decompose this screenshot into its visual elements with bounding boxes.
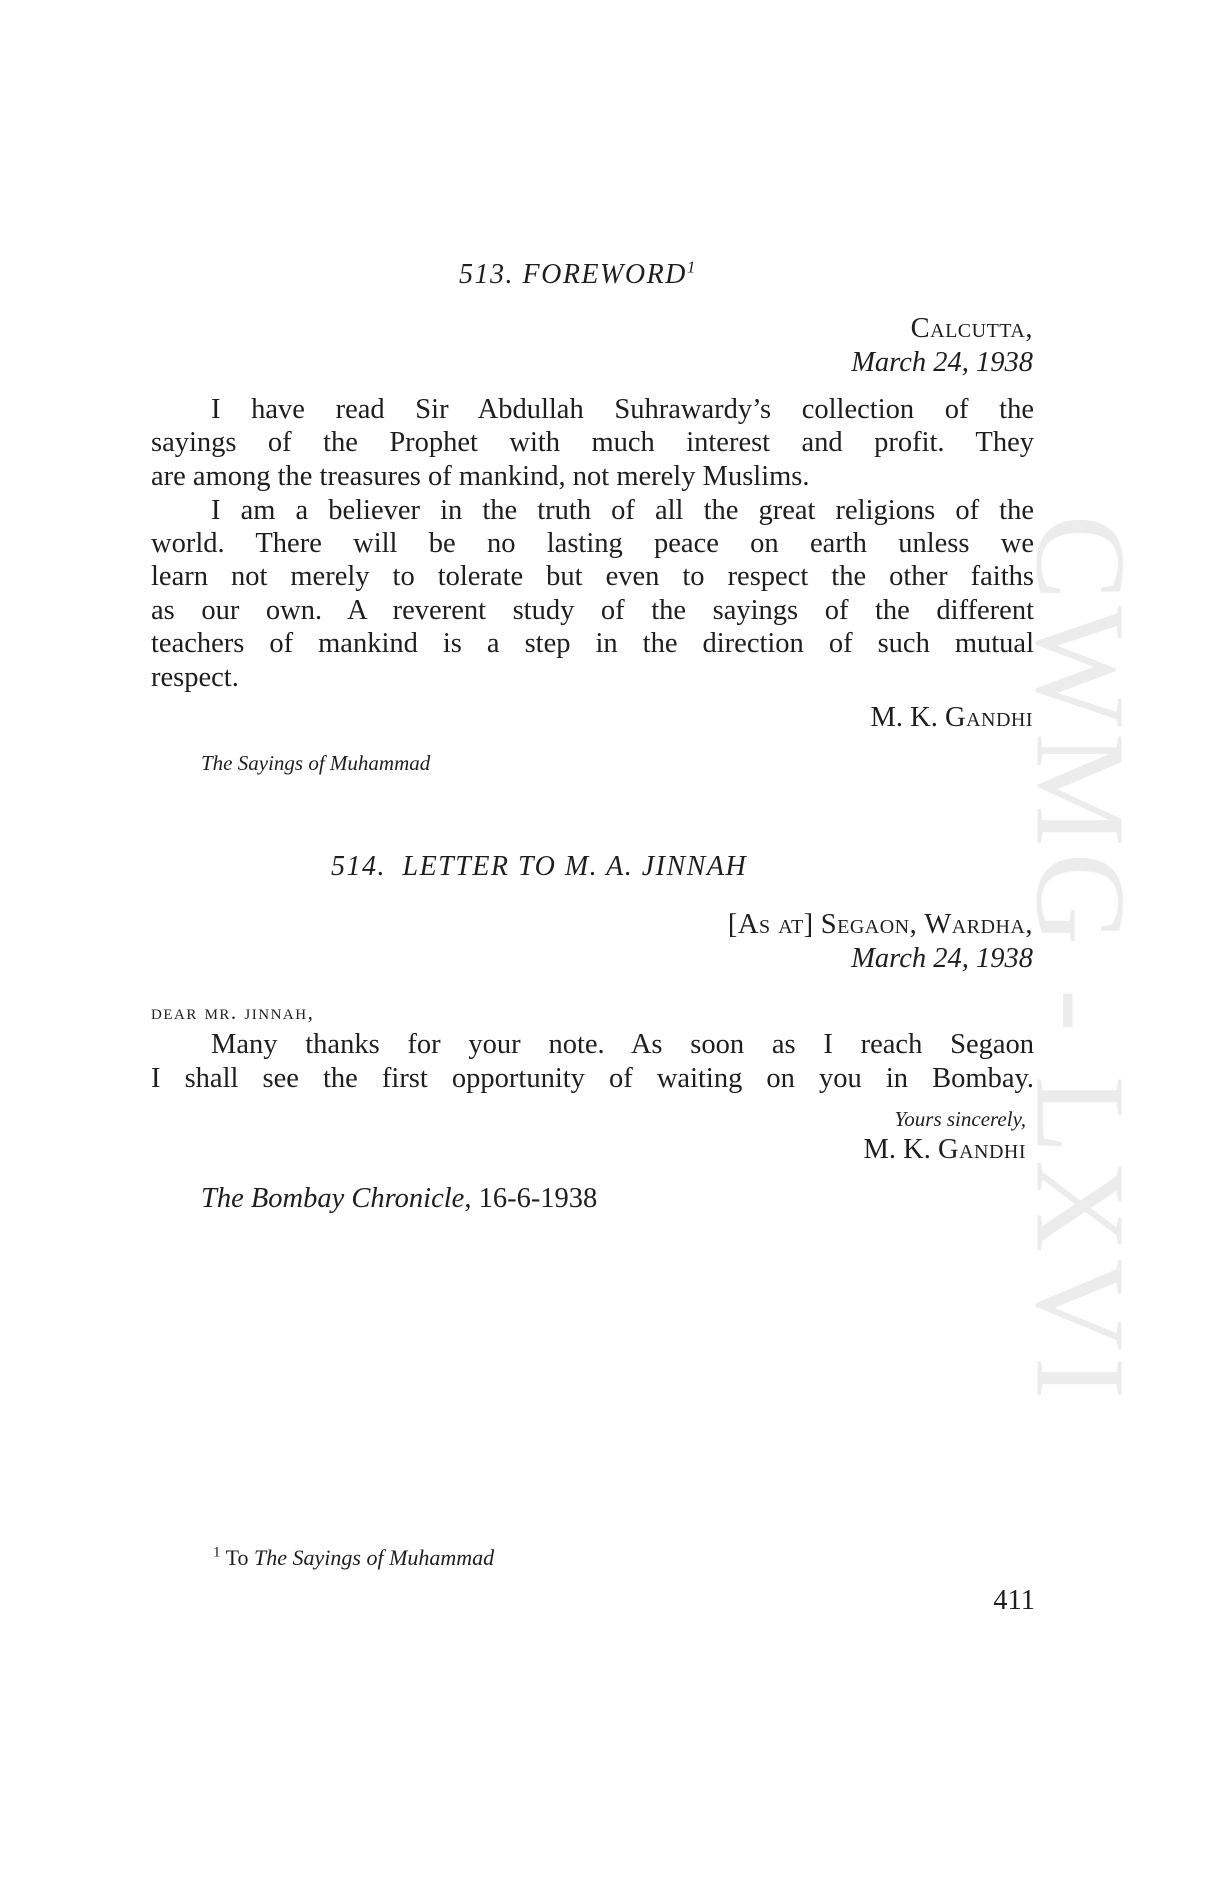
section-514-number: 514.	[331, 851, 386, 882]
section-513-heading	[459, 258, 697, 292]
signature-initials: M. K.	[863, 1134, 931, 1165]
section-513-number: 513.	[459, 259, 514, 290]
watermark-text: CWMG - LXVI	[1009, 514, 1152, 1406]
section-513-text-line: I have read Sir Abdullah Suhrawardy’s collection of the	[211, 394, 1034, 425]
section-513-text-line: teachers of mankind is a step in the direction of such mutual	[151, 628, 1034, 659]
section-514-title: LETTER TO M. A. JINNAH	[402, 851, 748, 882]
section-513-text-line: I am a believer in the truth of all the great religions of the	[211, 495, 1034, 526]
section-514-text-line: Many thanks for your note. As soon as I reach Segaon	[211, 1029, 1034, 1060]
section-513-text-line: are among the treasures of mankind, not merely Muslims.	[151, 461, 810, 492]
section-513-text-line: sayings of the Prophet with much interest and profit. They	[151, 427, 1034, 458]
source-publication: The Bombay Chronicle	[201, 1183, 465, 1214]
section-513-title: FOREWORD	[522, 259, 687, 290]
section-513-text-line: world. There will be no lasting peace on earth unless we	[151, 528, 1034, 559]
signature-surname: Gandhi	[937, 1134, 1026, 1165]
signature-surname: Gandhi	[944, 702, 1033, 733]
section-513-text-line: as our own. A reverent study of the sayings of the different	[151, 595, 1034, 626]
signature-initials: M. K.	[870, 702, 938, 733]
closing: Yours sincerely,	[894, 1107, 1026, 1131]
footnote-mark: 1	[213, 1544, 221, 1561]
section-514-place-name: Segaon, Wardha,	[820, 909, 1033, 940]
source-date: , 16-6-1938	[464, 1183, 598, 1214]
section-514-date: March 24, 1938	[851, 943, 1033, 974]
section-513-signature	[871, 701, 1033, 735]
section-513-text-line: learn not merely to tolerate but even to respect the other faiths	[151, 561, 1034, 592]
page-number: 411	[993, 1585, 1035, 1616]
salutation: dear mr. jinnah,	[151, 1000, 315, 1024]
footnote-prefix: To	[225, 1545, 249, 1570]
section-513-text-line: respect.	[151, 662, 239, 693]
section-514-heading	[331, 850, 747, 884]
section-513-source: The Sayings of Muhammad	[201, 751, 431, 775]
section-514-source	[201, 1182, 597, 1216]
footnote-reference: 1	[686, 257, 697, 277]
section-513-place: Calcutta,	[910, 313, 1033, 344]
section-514-place	[728, 908, 1033, 942]
section-514-signature	[864, 1133, 1026, 1167]
footnote-title: The Sayings of Muhammad	[254, 1545, 495, 1570]
section-513-date: March 24, 1938	[851, 347, 1033, 378]
section-514-place-prefix: [As at]	[727, 909, 814, 940]
section-514-text-line: I shall see the first opportunity of waiting on you in Bombay.	[151, 1063, 1034, 1094]
footnote	[213, 1541, 494, 1575]
